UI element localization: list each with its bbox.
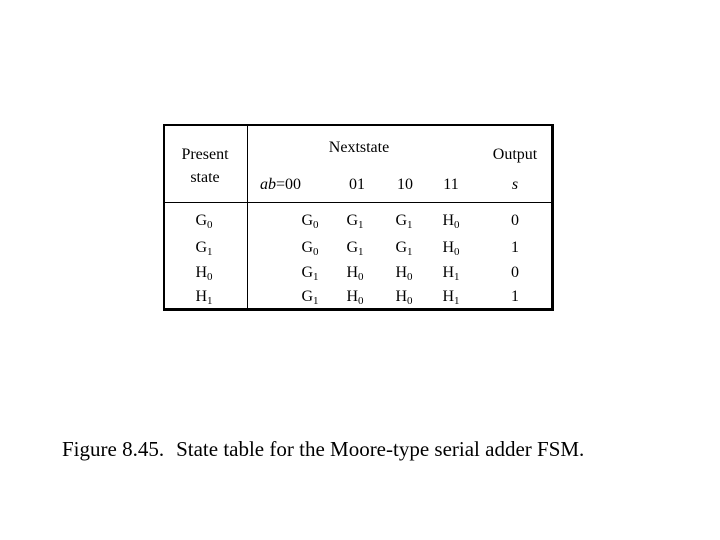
- table-cell-next-11: $H_0$: [442, 212, 460, 231]
- table-cell-present: $G_1$: [195, 239, 213, 258]
- table-cell-next-01: $G_1$: [346, 239, 364, 258]
- column-10-header: 10: [397, 176, 413, 193]
- table-cell-next-01: $G_1$: [346, 212, 364, 231]
- column-01-header: 01: [349, 176, 365, 193]
- figure-caption: [62, 437, 584, 461]
- figure-label: Figure 8.45.: [62, 437, 165, 461]
- table-cell-next-01: $H_0$: [346, 288, 364, 307]
- table-cell-next-10: $H_0$: [395, 264, 413, 283]
- table-cell-next-10: $G_1$: [395, 212, 413, 231]
- table-cell-next-00: $G_0$: [301, 212, 319, 231]
- table-cell-present: $H_0$: [195, 264, 213, 283]
- header-divider: [164, 202, 554, 203]
- present-state-header-line2: state: [190, 169, 220, 186]
- table-cell-next-11: $H_0$: [442, 239, 460, 258]
- table-cell-next-00: $G_1$: [301, 288, 319, 307]
- figure-caption-text: State table for the Moore-type serial adder FSM.: [176, 437, 585, 461]
- table-cell-output: 0: [511, 212, 519, 229]
- table-cell-next-11: $H_1$: [442, 264, 460, 283]
- output-s-header: [495, 176, 535, 194]
- table-cell-next-00: $G_0$: [301, 239, 319, 258]
- next-state-header: Nextstate: [328, 139, 390, 156]
- table-cell-next-10: $H_0$: [395, 288, 413, 307]
- present-state-header-line1: Present: [181, 146, 229, 163]
- table-cell-output: 0: [511, 264, 519, 281]
- ab-variable: ab: [260, 176, 276, 193]
- output-header: Output: [492, 146, 538, 163]
- table-cell-output: 1: [511, 239, 519, 256]
- table-cell-next-10: $G_1$: [395, 239, 413, 258]
- table-cell-output: 1: [511, 288, 519, 305]
- column-divider: [247, 125, 248, 311]
- ab-equals-00: =00: [276, 176, 302, 193]
- table-cell-next-00: $G_1$: [301, 264, 319, 283]
- ab-column-header: [260, 176, 301, 194]
- table-cell-next-11: $H_1$: [442, 288, 460, 307]
- output-variable: s: [511, 176, 519, 193]
- column-11-header: 11: [443, 176, 459, 193]
- table-cell-next-01: $H_0$: [346, 264, 364, 283]
- table-cell-present: $H_1$: [195, 288, 213, 307]
- table-cell-present: $G_0$: [195, 212, 213, 231]
